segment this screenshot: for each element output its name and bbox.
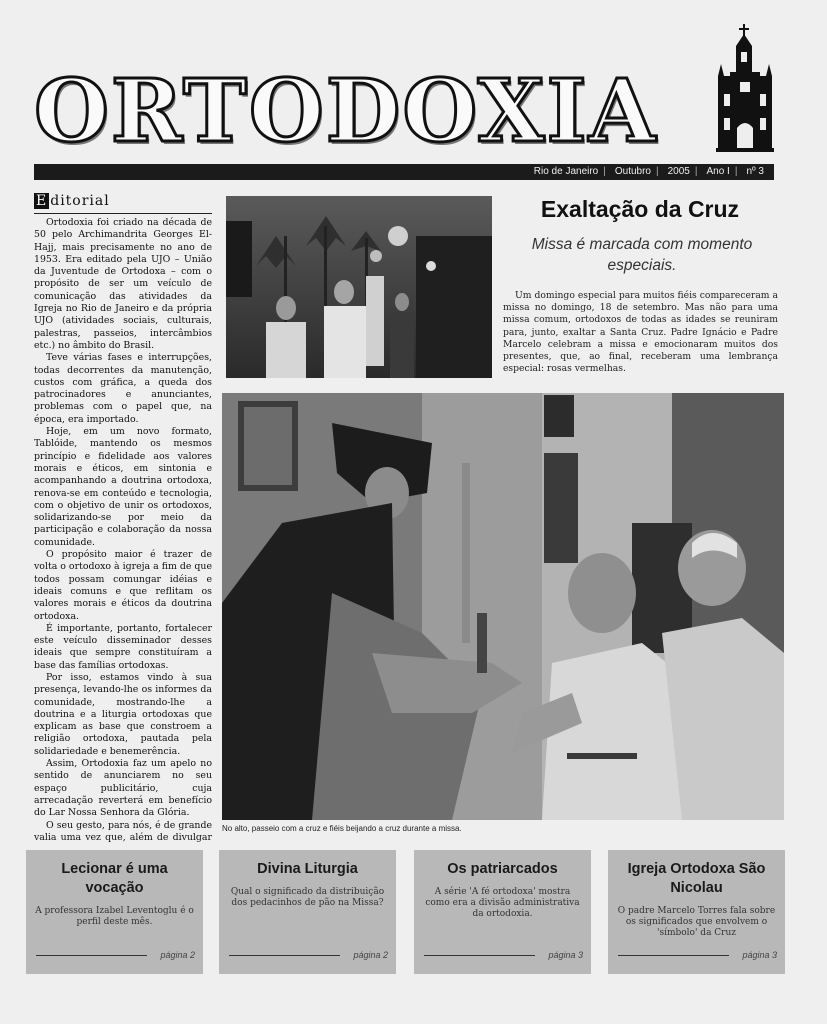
editorial-text [34, 217, 212, 842]
issue-city: Rio de Janeiro [533, 166, 599, 177]
article-title: Exaltação da Cruz [540, 196, 740, 222]
editorial-paragraph: Assim, Ortodoxia faz um apelo no sentido de anunciarem no seu espaço publicitário, cuja arrecadação reverterá em benefício do Lar Nossa Senhora da Glória. [34, 758, 212, 819]
teaser-box[interactable] [414, 850, 591, 974]
teaser-page-ref[interactable]: página 2 [229, 950, 388, 962]
masthead-title: ORTODOXIA [34, 61, 658, 162]
teaser-page-ref[interactable]: página 3 [424, 950, 583, 962]
editorial-paragraph: Teve várias fases e interrupções, todas decorrentes da manutenção, custos com gráfica, a queda dos patrocinadores e anunciantes, problemas com o papel que, na época, era importado. [34, 352, 212, 425]
teaser-page-ref[interactable]: página 2 [36, 950, 195, 962]
church-logo-icon [716, 24, 774, 152]
procession-photo [226, 196, 492, 378]
teaser-title[interactable]: Lecionar é uma vocação [61, 861, 168, 896]
issue-volume: Ano I [706, 166, 730, 177]
teaser-title[interactable]: Igreja Ortodoxa São Nicolau [627, 861, 766, 896]
teaser-text: A professora Izabel Leventoglu é o perfil deste mês. [35, 906, 194, 927]
editorial-heading-rest: ditorial [50, 193, 110, 209]
editorial-paragraph: O propósito maior é trazer de volta o ortodoxo à igreja a fim de que todos possam comungar idéias e ideais comuns e que reflitam os valores morais e éticos da doutrina ortodoxa. [34, 549, 212, 622]
teaser-title[interactable]: Os patriarcados [447, 861, 558, 877]
editorial-paragraph: Por isso, estamos vindo à sua presença, levando-lhe os informes da comunidade, mostrando-lhe a doutrina e a liturgia ortodoxas que explicam as base que constroem a religião ortodoxa, pautada pela solidariedade e benemerência. [34, 671, 212, 757]
teaser-box[interactable] [26, 850, 203, 974]
teaser-text: O padre Marcelo Torres fala sobre os significados que envolvem o 'símbolo' da Cruz [617, 906, 776, 938]
editorial-paragraph: O seu gesto, para nós, é de grande valia uma vez que, além de divulgar [34, 819, 212, 842]
editorial-paragraph: Hoje, em um novo formato, Tablóide, mantendo os mesmos princípio e fidelidade aos valores morais e éticos, em sintonia e acompanhando a doutrina ortodoxa, renova-se em conteúdo e tecnologia, com o objetivo de unir os ortodoxos, solidarizando-se por meio da participação e colaboração da nossa comunidade. [34, 426, 212, 548]
teaser-text: Qual o significado da distribuição dos pedacinhos de pão na Missa? [230, 887, 385, 908]
editorial-heading-initial: E [36, 193, 48, 209]
editorial-paragraph: Ortodoxia foi criado na década de 50 pelo Archimandrita Georges El-Hajj, mais precisamente no ano de 1953. Era editado pela UJO – União da Juventude de Ortodoxa – com o propósito de ser um veículo de comunicação das atividades da Igreja no Rio de Janeiro e da própria UJO (atividades sociais, culturais, palestras, passeios, intercâmbios etc.) no âmbito do Brasil. [34, 217, 212, 351]
issue-info-band: Rio de Janeiro | Outubro | 2005 | Ano I | nº 3 [34, 164, 774, 180]
article-subtitle: Missa é marcada com momento especiais. [531, 236, 753, 274]
teaser-page-ref[interactable]: página 3 [618, 950, 777, 962]
photo-caption: No alto, passeio com a cruz e fiéis beijando a cruz durante a missa. [222, 824, 462, 833]
editorial-paragraph: É importante, portanto, fortalecer este veículo disseminador desses ideais que sempre constituíram a base das famílias ortodoxas. [34, 622, 212, 671]
teaser-box[interactable] [219, 850, 396, 974]
issue-number: nº 3 [746, 166, 764, 177]
article-body [503, 290, 778, 375]
teaser-text: A série 'A fé ortodoxa' mostra como era a divisão administrativa da ortodoxia. [425, 887, 580, 919]
cross-veneration-photo [222, 393, 784, 820]
teaser-box[interactable] [608, 850, 785, 974]
issue-month: Outubro [614, 166, 651, 177]
masthead [34, 62, 694, 162]
article-paragraph: Um domingo especial para muitos fiéis compareceram a missa no domingo, 18 de setembro. Mas não para uma missa comum, ortodoxos de todas as idades se reuniram para, junto, exaltar a Santa Cruz. Padre Ignácio e Padre Marcelo celebram a missa e emocionaram muitos dos presentes, que, ao final, receberam uma lembrança especial: rosas vermelhas. [503, 290, 778, 375]
editorial-heading [34, 193, 212, 214]
issue-year: 2005 [667, 166, 690, 177]
teaser-title[interactable]: Divina Liturgia [257, 861, 358, 877]
